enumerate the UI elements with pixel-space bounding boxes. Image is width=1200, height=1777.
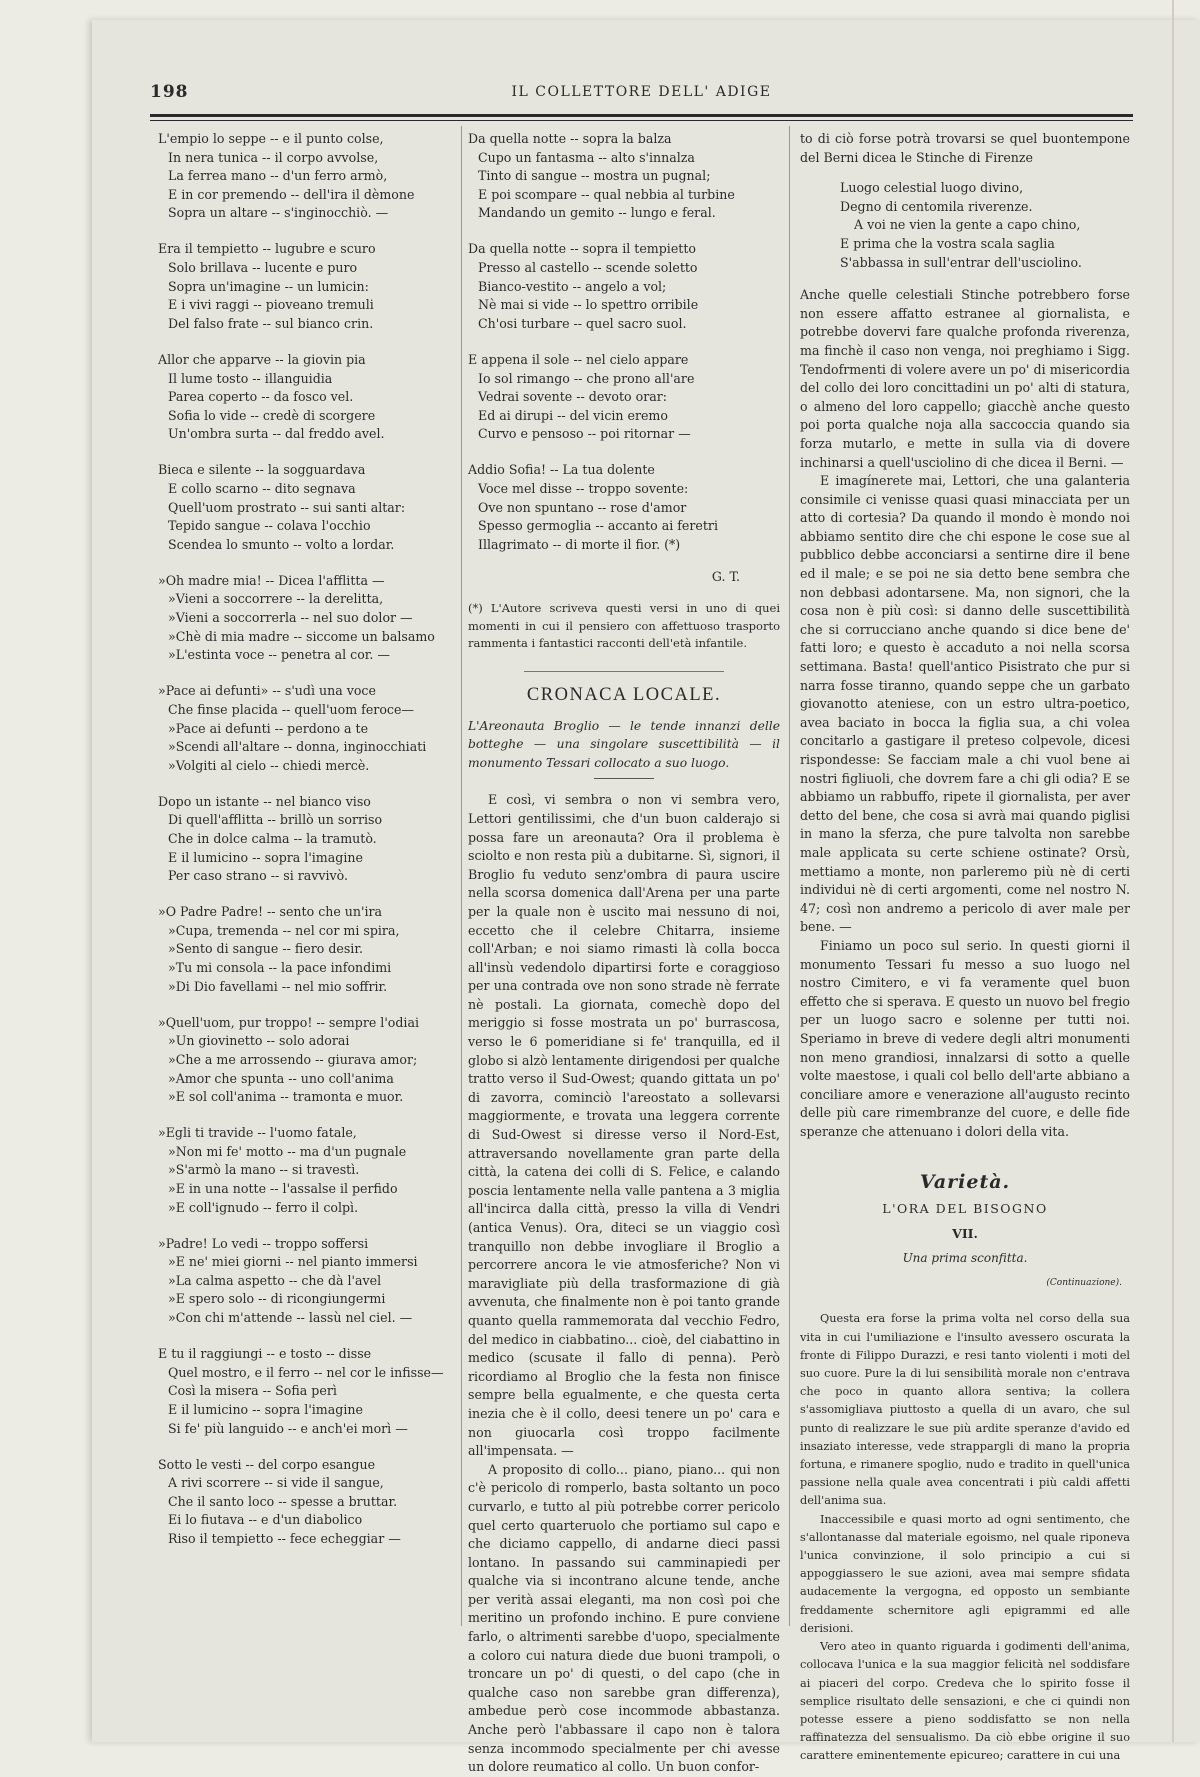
- cronaca-summary: L'Areonauta Broglio — le tende innanzi delle botteghe — una singolare suscettibilità — il monumento Tessari collocato a suo luogo.: [468, 718, 780, 770]
- verse-line: Bieca e silente -- la sogguardava: [158, 462, 366, 478]
- verse-line: Da quella notte -- sopra il tempietto: [468, 241, 696, 257]
- verse-line: »Che a me arrossendo -- giurava amor;: [168, 1051, 418, 1067]
- cronaca-body-continued: [800, 286, 1130, 1141]
- stanza: [158, 1124, 458, 1217]
- verse-line: E prima che la vostra scala saglia: [840, 235, 1055, 251]
- header-rule: [150, 114, 1133, 117]
- verse-line: Che finse placida -- quell'uom feroce—: [168, 701, 414, 717]
- verse-line: Addio Sofia! -- La tua dolente: [468, 462, 655, 478]
- verse-line: »Cupa, tremenda -- nel cor mi spira,: [168, 922, 400, 938]
- verse-line: In nera tunica -- il corpo avvolse,: [168, 149, 379, 165]
- verse-line: »Scendi all'altare -- donna, inginocchiati: [168, 739, 427, 755]
- poem-footnote: (*) L'Autore scriveva questi versi in uno di quei momenti in cui il pensiero con affettuoso trasporto rammenta i fantastici racconti dell'età infantile.: [468, 601, 780, 651]
- verse-line: La ferrea mano -- d'un ferro armò,: [168, 168, 388, 184]
- verse-line: »Oh madre mia! -- Dicea l'afflitta —: [158, 572, 385, 588]
- cronaca-paragraph: A proposito di collo... piano, piano... qui non c'è pericolo di romperlo, basta soltanto un poco curvarlo, e tutto al più potrebbe correr pericolo quel certo quarteruolo che portiamo sul capo e che diciamo cappello, di andarne dieci passi lontano. In passando sui camminapiedi per qualche via si incontrano alcune tende, anche per verità assai eleganti, ma non così poi che meritino un profondo inchino. E pure conviene farlo, o altrimenti sarebbe d'uopo, specialmente a coloro cui natura diede due buoni trampoli, o troncare un po' di questi, o del capo (che in qualche caso non sarebbe gran differenza), ambedue però cose incommode abbastanza. Anche però l'abbassare il capo non è talora senza incommodo specialmente per chi avesse un dolore reumatico al collo. Un buon confor-: [468, 1461, 780, 1775]
- cronaca-body-continued: [800, 130, 1130, 167]
- verse-line: E i vivi raggi -- pioveano tremuli: [168, 297, 374, 313]
- cronaca-paragraph: to di ciò forse potrà trovarsi se quel buontempone del Berni dicea le Stinche di Firenze: [800, 131, 1130, 165]
- verse-line: »Di Dio favellami -- nel mio soffrir.: [168, 978, 388, 994]
- verse-line: Così la misera -- Sofia perì: [168, 1383, 337, 1399]
- verse-line: Tinto di sangue -- mostra un pugnal;: [478, 168, 711, 184]
- stanza: [158, 351, 458, 444]
- varieta-title: Varietà.: [919, 1171, 1011, 1194]
- header-rule-thin: [150, 120, 1133, 121]
- verse-line: Luogo celestial luogo divino,: [840, 180, 1024, 196]
- verse-line: A voi ne vien la gente a capo chino,: [854, 217, 1081, 233]
- story-paragraph: Inaccessibile e quasi morto ad ogni sentimento, che s'allontanasse dal materiale egoismo, nel quale riponeva l'unica convinzione, il solo principio a cui si appoggiassero le sue azioni, avea mai sempre sfidata audacemente la vergogna, ed opposto un sembiante freddamente schernitore agli epigrammi ed alle derisioni.: [800, 1512, 1130, 1635]
- varieta-body: [800, 1310, 1130, 1765]
- verse-line: »Volgiti al cielo -- chiedi mercè.: [168, 757, 370, 773]
- verse-line: »Non mi fe' motto -- ma d'un pugnale: [168, 1143, 407, 1159]
- stanza: [158, 461, 458, 554]
- story-paragraph: Vero ateo in quanto riguarda i godimenti dell'anima, collocava l'unica e la sua maggior felicità nel soddisfare ai piaceri del corpo. Credeva che lo spirito fosse il semplice risultato delle sensazioni, e che ci quindi non potesse essere a pieno soddisfatto se non nella raffinatezza del sensualismo. Da ciò ebbe origine il suo carattere eminentemente epicureo; carattere in cui una: [800, 1640, 1130, 1763]
- continuation-note: (Continuazione).: [1046, 1277, 1122, 1288]
- page-edge: [1172, 0, 1174, 1742]
- verse-line: E il lumicino -- sopra l'imagine: [168, 849, 363, 865]
- verse-line: »E ne' miei giorni -- nel pianto immersi: [168, 1254, 418, 1270]
- verse-line: E il lumicino -- sopra l'imagine: [168, 1401, 363, 1417]
- verse-line: Cupo un fantasma -- alto s'innalza: [478, 149, 695, 165]
- verse-line: Presso al castello -- scende soletto: [478, 260, 698, 276]
- verse-line: A rivi scorrere -- si vide il sangue,: [168, 1475, 384, 1491]
- stanza: [158, 1345, 458, 1438]
- verse-line: »O Padre Padre! -- sento che un'ira: [158, 904, 383, 920]
- verse-line: Tepido sangue -- colava l'occhio: [168, 518, 371, 534]
- page-header: [150, 82, 1133, 110]
- verse-line: Ch'osi turbare -- quel sacro suol.: [478, 315, 687, 331]
- stanza: [158, 130, 458, 223]
- cronaca-paragraph: E imagínerete mai, Lettori, che una galanteria consimile ci venisse quasi quasi minacciata per un atto di cortesia? Da quando il mondo è mondo noi abbiamo sentito dire che chi espone le cose sue al pubblico debbe acconciarsi a sentirne dire il bene ed il male; e se poi ne sia detto bene sembra che non debbasi adontarsene. Ma, non signori, che la cosa non è più così: si danno delle suscettibilità che si corrucciano anche quando si dice bene de' fatti loro; e questo è accaduto a noi nella scorsa settimana. Basta! quell'antico Pisistrato che pur si narra fosse tiranno, quando seppe che un garbato giovanotto ateniese, con un estro ultra-poetico, avea baciato in bocca la figlia sua, a chi volea concitarlo a gastigare il preteso colpevole, dicesi rispondesse: Se facciam male a chi vuol bene ai nostri figliuoli, che dovrem fare a chi gli odia? E se abbiamo un rabbuffo, ripete il giornalista, per aver detto del bene, che cosa si avrà mai quando piglisi in mano la sferza, che pure talvolta non sarebbe male applicata su certe schiene ostinate? Orsù, mettiamo a monte, non parleremo più nè di certi individui nè di certi argomenti, come nel nostro N. 47; così non andremo a pericolo di aver male per bene. —: [800, 473, 1130, 935]
- verse-line: »Vieni a soccorrere -- la derelitta,: [168, 591, 384, 607]
- verse-line: Ove non spuntano -- rose d'amor: [478, 499, 687, 515]
- verse-line: Riso il tempietto -- fece echeggiar —: [168, 1531, 401, 1546]
- verse-line: »Pace ai defunti -- perdono a te: [168, 720, 369, 736]
- cronaca-body: [468, 791, 780, 1776]
- verse-line: »Padre! Lo vedi -- troppo soffersi: [158, 1235, 369, 1251]
- verse-line: E in cor premendo -- dell'ira il dèmone: [168, 186, 415, 202]
- verse-line: Un'ombra surta -- dal freddo avel.: [168, 426, 385, 442]
- verse-line: »Un giovinetto -- solo adorai: [168, 1033, 350, 1049]
- verse-line: E tu il raggiungi -- e tosto -- disse: [158, 1346, 372, 1362]
- verse-line: Parea coperto -- da fosco vel.: [168, 389, 354, 405]
- verse-line: Di quell'afflitta -- brillò un sorriso: [168, 812, 383, 828]
- stanza: [158, 903, 458, 996]
- chapter-subtitle: Una prima sconfitta.: [902, 1251, 1028, 1266]
- verse-line: »Vieni a soccorrerla -- nel suo dolor —: [168, 610, 413, 626]
- verse-line: Mandando un gemito -- lungo e feral.: [478, 205, 716, 221]
- verse-line: Curvo e pensoso -- poi ritornar —: [478, 426, 691, 442]
- stanza: [158, 1456, 458, 1549]
- stanza: [468, 240, 780, 333]
- verse-line: Spesso germoglia -- accanto ai feretri: [478, 518, 718, 534]
- verse-line: Vedrai sovente -- devoto orar:: [478, 389, 667, 405]
- section-divider: [524, 671, 724, 672]
- verse-line: Del falso frate -- sul bianco crin.: [168, 315, 374, 331]
- stanza: [158, 793, 458, 886]
- page-number: 198: [150, 82, 189, 102]
- stanza: [158, 240, 458, 333]
- verse-line: Ed ai dirupi -- del vicin eremo: [478, 407, 668, 423]
- verse-line: »S'armò la mano -- si travestì.: [168, 1162, 360, 1178]
- verse-line: Io sol rimango -- che prono all'are: [478, 370, 695, 386]
- summary-divider: [594, 778, 654, 779]
- verse-line: Allor che apparve -- la giovin pia: [158, 351, 366, 367]
- column-2: [468, 130, 780, 1777]
- verse-line: Sopra un altare -- s'inginocchiò. —: [168, 205, 389, 221]
- verse-line: Si fe' più languido -- e anch'ei morì —: [168, 1420, 408, 1436]
- verse-line: »Tu mi consola -- la pace infondimi: [168, 960, 392, 976]
- verse-line: Dopo un istante -- nel bianco viso: [158, 793, 371, 809]
- verse-line: »Amor che spunta -- uno coll'anima: [168, 1070, 394, 1086]
- poem-part-2: [468, 130, 780, 554]
- verse-line: Che in dolce calma -- la tramutò.: [168, 831, 377, 846]
- verse-line: »Quell'uom, pur troppo! -- sempre l'odiai: [158, 1014, 419, 1030]
- verse-line: S'abbassa in sull'entrar dell'usciolino.: [840, 254, 1082, 270]
- verse-line: Scendea lo smunto -- volto a lordar.: [168, 536, 395, 552]
- verse-line: Ei lo fiutava -- e d'un diabolico: [168, 1512, 363, 1528]
- verse-line: Degno di centomila riverenze.: [840, 198, 1033, 214]
- verse-line: Che il santo loco -- spesse a bruttar.: [168, 1493, 398, 1509]
- column-3: [800, 130, 1130, 1766]
- verse-line: L'empio lo seppe -- e il punto colse,: [158, 131, 384, 146]
- column-1: [158, 130, 458, 1566]
- verse-line: »La calma aspetto -- che dà l'avel: [168, 1272, 382, 1288]
- berni-verses: [800, 179, 1130, 272]
- stanza: [468, 351, 780, 444]
- verse-line: E collo scarno -- dito segnava: [168, 481, 356, 496]
- verse-line: »E in una notte -- l'assalse il perfido: [168, 1181, 398, 1196]
- verse-line: »Con chi m'attende -- lassù nel ciel. —: [168, 1310, 413, 1326]
- verse-line: »E sol coll'anima -- tramonta e muor.: [168, 1089, 404, 1105]
- verse-line: E poi scompare -- qual nebbia al turbine: [478, 186, 735, 202]
- poem-signature: G. T.: [711, 568, 740, 584]
- verse-line: Sofia lo vide -- credè di scorgere: [168, 407, 376, 423]
- verse-line: Quell'uom prostrato -- sui santi altar:: [168, 499, 406, 515]
- verse-line: Era il tempietto -- lugubre e scuro: [158, 241, 376, 257]
- verse-line: Da quella notte -- sopra la balza: [468, 131, 672, 146]
- verse-line: »L'estinta voce -- penetra al cor. —: [168, 647, 391, 663]
- verse-line: »Sento di sangue -- fiero desir.: [168, 941, 363, 957]
- journal-title: IL COLLETTORE DELL' ADIGE: [511, 84, 772, 100]
- verse-line: Quel mostro, e il ferro -- nel cor le infisse—: [168, 1364, 444, 1380]
- stanza: [158, 1235, 458, 1328]
- stanza: [468, 461, 780, 554]
- verse-line: Il lume tosto -- illanguidia: [168, 370, 333, 386]
- story-paragraph: Questa era forse la prima volta nel corso della sua vita in cui l'umiliazione e l'insulto avessero oscurata la fronte di Filippo Durazzi, e resi tanto violenti i moti del suo cuore. Pure la di lui sensibilità morale non c'entrava che poco in quanto allora sentiva; la collera s'assomigliava piuttosto a quella di un avaro, che sul punto di realizzare le sue più ardite speranze d'avido ed insaziato interesse, vede strappargli di mano la propria fortuna, e rimanere spoglio, nudo e tradito in quell'unica passione nella quale avea concentrati i più caldi affetti dell'anima sua.: [800, 1312, 1130, 1508]
- column-divider: [461, 126, 462, 1626]
- verse-line: Illagrimato -- di morte il fior. (*): [478, 536, 681, 552]
- column-divider: [789, 126, 790, 1626]
- poem-part-1: [158, 130, 458, 1549]
- stanza: [158, 1014, 458, 1107]
- verse-line: Sotto le vesti -- del corpo esangue: [158, 1456, 376, 1472]
- story-title: L'ORA DEL BISOGNO: [882, 1201, 1048, 1217]
- stanza: [158, 572, 458, 665]
- verse-line: Voce mel disse -- troppo sovente:: [478, 481, 689, 496]
- verse-line: E appena il sole -- nel cielo appare: [468, 351, 689, 367]
- verse-line: »E coll'ignudo -- ferro il colpì.: [168, 1199, 359, 1215]
- cronaca-paragraph: Anche quelle celestiali Stinche potrebbero forse non essere affatto estranee al giornalista, e potrebbe dovervi fare qualche profonda riverenza, ma finchè il caso non venga, noi preghiamo i Sigg. Tendofrmenti di volere avere un po' di misericordia del collo dei loro concittadini un po' alti di statura, o almeno del loro cappello; giacchè anche questo poi porta qualche noja alla saccoccia quando sia forza mutarlo, e mette in sulla via di dovere inchinarsi a quell'usciolino di che dicea il Berni. —: [800, 287, 1130, 470]
- verse-line: Nè mai si vide -- lo spettro orribile: [478, 297, 699, 313]
- cronaca-title: CRONACA LOCALE.: [526, 684, 722, 705]
- cronaca-paragraph: E così, vi sembra o non vi sembra vero, Lettori gentilissimi, che d'un buon calderajo si possa fare un areonauta? Ora il problema è sciolto e non resta più a dubitarne. Sì, signori, il Broglio fu veduto senz'ombra di paura uscire nella scorsa domenica dall'Arena per una parte per la quale non è uscito mai nessuno di noi, eccetto che il celebre Chitarra, insieme coll'Arban; e noi siamo rimasti là colla bocca all'insù vedendolo dipartirsi forte e coraggioso per una contrada ove non sono strade nè ferrate nè postali. La giornata, comechè dopo del meriggio si fosse mostrata un po' burrascosa, verso le 6 pomeridiane si fe' tranquilla, ed il globo si alzò lentamente dirigendosi per qualche tratto verso il Sud-Owest; quando gittata un po' di zavorra, cominciò l'areostato a sollevarsi maggiormente, e trovata una leggera corrente di Sud-Owest si diresse verso il Nord-Est, attraversando novellamente gran parte della città, la catena dei colli di S. Felice, e calando poscia lentamente nella valle pantena a 3 miglia all'incirca dalla città, presso la villa di Vendri (antica Venus). Ora, diteci se un viaggio così tranquillo non debbe invogliare il Broglio a percorrere ancora le vie atmosferiche? Non vi maravigliate più della trasformazione di già avvenuta, che finalmente non è poi tanto grande quanto quella rammemorata dal vecchio Fedro, del medico in ciabbatino... cioè, del ciabattino in medico (scusate il fallo di penna). Però ricordiamo al Broglio che la festa non finisce sempre bella egualmente, e che questa certa inezia che è il collo, deesi tenere un po' cara e non giuocarla così troppo facilmente all'impensata. —: [468, 792, 780, 1459]
- chapter-number: VII.: [952, 1225, 978, 1241]
- stanza: [158, 682, 458, 775]
- verse-line: »Egli ti travide -- l'uomo fatale,: [158, 1125, 357, 1141]
- verse-line: »Pace ai defunti» -- s'udì una voce: [158, 683, 376, 699]
- stanza: [468, 130, 780, 223]
- verse-line: Per caso strano -- si ravvivò.: [168, 868, 349, 884]
- verse-line: Bianco-vestito -- angelo a vol;: [478, 278, 667, 294]
- verse-line: Solo brillava -- lucente e puro: [168, 260, 358, 276]
- verse-line: Sopra un'imagine -- un lumicin:: [168, 278, 369, 294]
- cronaca-paragraph: Finiamo un poco sul serio. In questi giorni il monumento Tessari fu messo a suo luogo nel nostro Cimitero, e vi fa veramente quel buon effetto che si sperava. E questo un nuovo bel fregio per un luogo sacro e solenne per tutti noi. Speriamo in breve di vedere degli altri monumenti non meno grandiosi, innalzarsi di sotto a quelle volte maestose, i quali col bello dell'arte abbiano a conciliare amore e venerazione all'augusto recinto delle più care rimembranze del cuore, e delle fide speranze che attenuano i dolori della vita.: [800, 937, 1130, 1139]
- verse-line: »Chè di mia madre -- siccome un balsamo: [168, 628, 435, 644]
- verse-line: »E spero solo -- di ricongiungermi: [168, 1291, 386, 1307]
